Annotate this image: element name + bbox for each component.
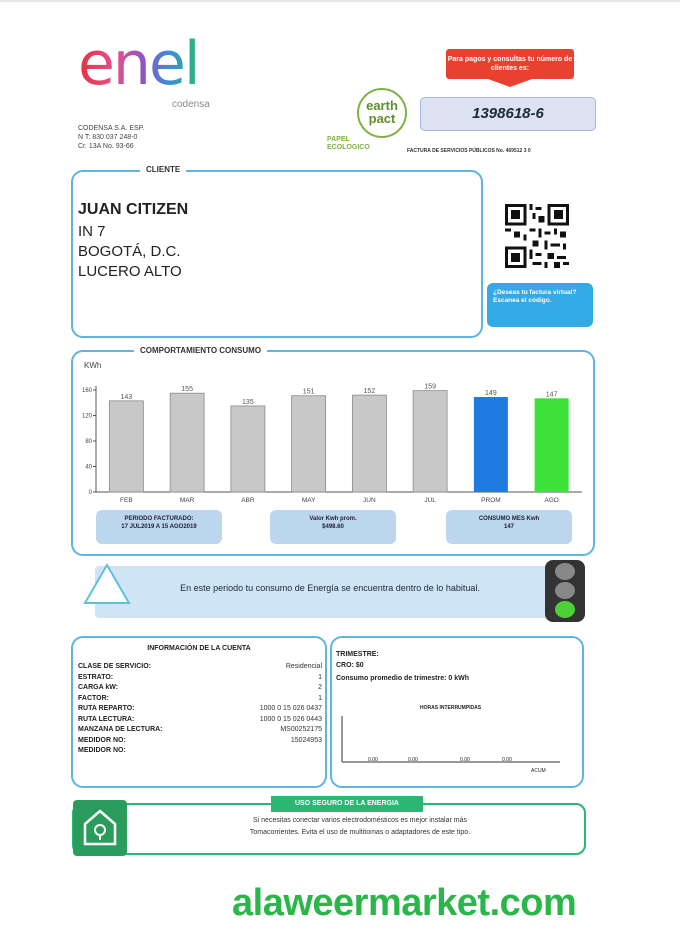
info-value: 15024953 — [290, 736, 322, 744]
billing-period-label: PERIODO FACTURADO: — [124, 516, 194, 522]
x-tick-label: JUL — [424, 497, 436, 504]
info-key: RUTA REPARTO: — [78, 705, 135, 712]
papel-label: PAPEL — [327, 136, 350, 143]
warning-icon — [82, 562, 132, 606]
info-value: 1000 0 15 026 0443 — [259, 715, 322, 723]
x-tick-label: JUN — [363, 497, 376, 504]
consumption-bar-chart — [76, 372, 588, 512]
mini-label: 0.00 — [408, 757, 418, 763]
earth-pact-logo — [357, 88, 407, 138]
bar-value-label: 135 — [242, 398, 254, 406]
chart-title: COMPORTAMIENTO CONSUMO — [134, 346, 267, 355]
bar-value-label: 152 — [363, 388, 376, 396]
tip-text: En este periodo tu consumo de Energía se encuentra dentro de lo habitual. — [180, 583, 480, 593]
account-info-title: INFORMACIÓN DE LA CUENTA — [147, 645, 251, 652]
invoice-number: FACTURA DE SERVICIOS PÚBLICOS No. 469512 3 0 — [407, 148, 531, 154]
account-info-row — [78, 683, 322, 692]
info-value: 1000 0 15 026 0437 — [259, 705, 322, 712]
quarter-title: TRIMESTRE: — [336, 651, 379, 658]
monthly-consumption-label: CONSUMO MES Kwh — [478, 516, 540, 522]
company-line: N T: 830 037 248-0 — [78, 134, 138, 141]
client-neighborhood: LUCERO ALTO — [78, 263, 182, 280]
info-value: Residencial — [285, 663, 322, 670]
y-tick-label: 80 — [85, 439, 92, 445]
info-key: MANZANA DE LECTURA: — [78, 726, 163, 733]
account-info-row — [78, 715, 322, 724]
account-info-row — [78, 662, 322, 671]
x-tick-label: MAR — [179, 497, 195, 504]
account-info-row — [78, 725, 322, 734]
bar-abr — [231, 406, 265, 492]
mini-label: 0.00 — [368, 757, 378, 763]
bar-value-label: 149 — [485, 390, 497, 398]
account-info-row — [78, 704, 322, 713]
y-tick-label: 40 — [85, 464, 92, 471]
company-line: Cr. 13A No. 93-66 — [78, 143, 134, 150]
mini-label: 0.00 — [460, 757, 470, 763]
info-key: MEDIDOR NO: — [78, 736, 126, 744]
ecologico-label: ECOLOGICO — [327, 144, 370, 151]
y-tick-label: 120 — [81, 413, 92, 420]
avg-kwh-amount: $498.60 — [322, 524, 344, 530]
info-key: CLASE DE SERVICIO: — [78, 663, 151, 670]
info-value: MS00252175 — [280, 726, 322, 733]
qr-code-icon[interactable] — [505, 204, 569, 268]
info-key: RUTA LECTURA: — [78, 715, 135, 723]
info-value: 1 — [318, 694, 322, 702]
info-value: 2 — [318, 684, 322, 691]
x-tick-label: PROM — [481, 497, 501, 504]
avg-kwh-label: Valor Kwh prom. — [309, 516, 357, 522]
account-info-row — [78, 746, 322, 755]
x-tick-label: ABR — [241, 497, 255, 504]
quarter-average: Consumo promedio de trimestre: 0 kWh — [336, 675, 470, 682]
avg-kwh-value — [270, 510, 396, 544]
enel-logo: enel — [78, 29, 199, 99]
info-value: 1 — [318, 673, 322, 681]
quarter-cro: CRO: $0 — [336, 662, 364, 669]
safe-home-icon — [73, 800, 127, 856]
bar-value-label: 155 — [181, 386, 193, 394]
mini-label: 0.00 — [502, 757, 512, 763]
earth-pact-text: pact — [368, 111, 396, 126]
top-border — [0, 0, 680, 2]
account-number: 1398618-6 — [420, 97, 596, 131]
bar-ago — [535, 398, 569, 492]
safe-energy-line: Tomacorrientes. Evita el uso de multitomas o adaptadores de este tipo. — [249, 829, 471, 836]
red-lamp — [555, 563, 575, 580]
bar-mar — [170, 393, 204, 492]
bar-value-label: 147 — [545, 391, 558, 399]
interrupted-hours-title: HORAS INTERRUMPIDAS — [420, 705, 482, 711]
bar-may — [292, 396, 326, 492]
company-line: CODENSA S.A. ESP. — [78, 125, 145, 132]
monthly-consumption-value: 147 — [503, 524, 514, 530]
watermark-text: alaweermarket.com — [232, 882, 577, 924]
client-address-line: IN 7 — [78, 223, 106, 240]
client-city: BOGOTÁ, D.C. — [78, 243, 181, 260]
bar-value-label: 159 — [424, 383, 436, 391]
yellow-lamp — [555, 582, 575, 599]
account-info-row — [78, 673, 322, 682]
payment-banner: Para pagos y consultas tu número de clientes es: — [446, 49, 574, 79]
billing-period — [96, 510, 222, 544]
safe-energy-line: Si necesitas conectar varios electrodomésticos es mejor instalar más — [253, 817, 467, 824]
safe-energy-title: USO SEGURO DE LA ENERGIA — [271, 796, 423, 812]
account-info-row — [78, 736, 322, 745]
traffic-light-icon — [545, 560, 585, 622]
bar-jun — [352, 395, 386, 492]
x-tick-label: MAY — [301, 497, 316, 504]
x-tick-label: FEB — [120, 497, 133, 504]
y-tick-label: 160 — [81, 388, 92, 394]
client-legend: CLIENTE — [140, 165, 186, 174]
bar-prom — [474, 397, 508, 492]
client-name: JUAN CITIZEN — [78, 201, 189, 218]
banner-arrow-icon — [488, 79, 532, 87]
bar-feb — [109, 401, 143, 492]
monthly-consumption — [446, 510, 572, 544]
bar-value-label: 151 — [302, 388, 315, 396]
virtual-invoice-note[interactable]: ¿Deseas tu factura virtual? Escanea el código. — [487, 283, 593, 327]
earth-pact-text: earth — [366, 98, 398, 113]
company-info — [78, 124, 144, 151]
papel-ecologico — [327, 136, 370, 152]
info-key: MEDIDOR NO: — [78, 747, 126, 754]
billing-period-value: 17 JUL2019 A 15 AGO2019 — [121, 524, 197, 530]
safe-energy-text — [180, 815, 540, 839]
bar-jul — [413, 391, 447, 492]
chart-ylabel: KWh — [84, 361, 102, 370]
info-key: CARGA kW: — [78, 684, 119, 691]
account-info-row — [78, 694, 322, 703]
x-tick-label: AGO — [544, 497, 559, 504]
y-tick-label: 0 — [88, 490, 92, 496]
logo-subtitle: codensa — [172, 99, 210, 110]
mini-acum-label: ACUM — [531, 768, 546, 774]
bar-value-label: 143 — [120, 393, 133, 401]
info-key: FACTOR: — [78, 694, 109, 702]
info-key: ESTRATO: — [78, 673, 114, 681]
green-lamp — [555, 601, 575, 618]
